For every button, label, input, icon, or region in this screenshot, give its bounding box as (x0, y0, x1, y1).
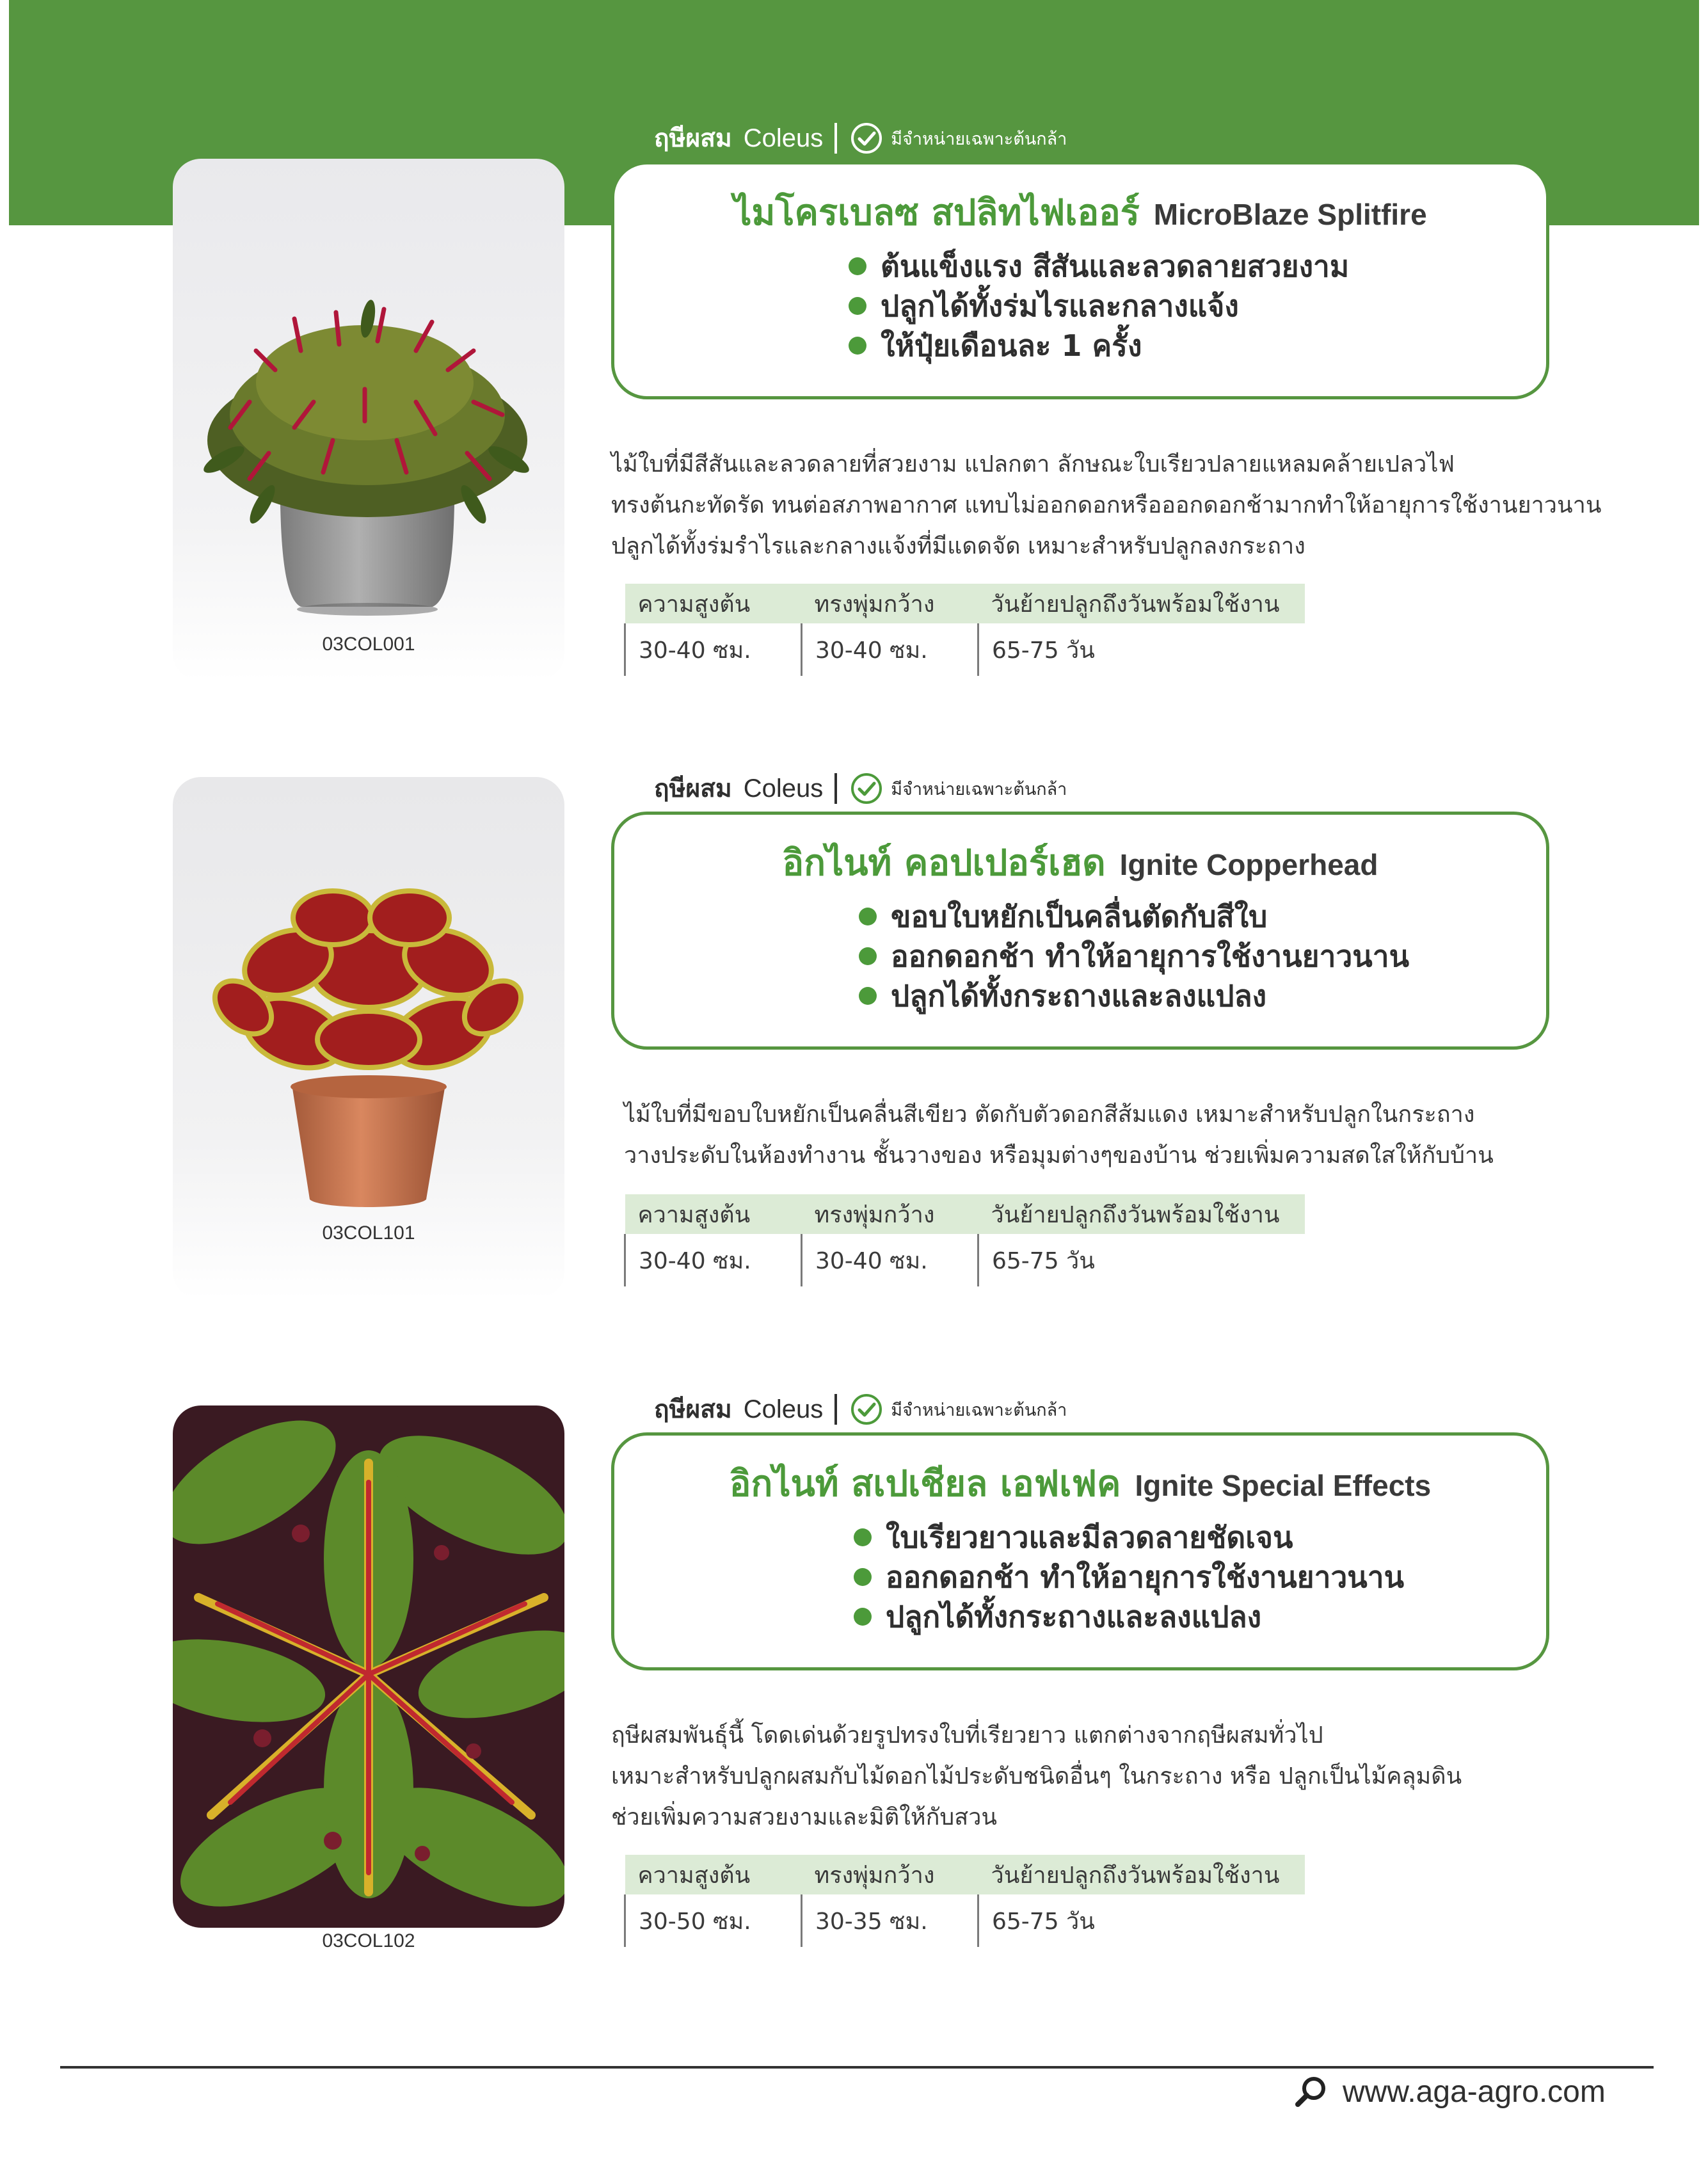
feature-item: ปลูกได้ทั้งกระถางและลงแปลง (854, 1597, 1708, 1637)
spec-header: ทรงพุ่มกว้าง (802, 584, 978, 623)
spec-header: ความสูงต้น (625, 1194, 802, 1234)
bullet-dot (859, 908, 877, 925)
spec-header: วันย้ายปลูกถึงวันพร้อมใช้งาน (978, 1855, 1305, 1894)
feature-item: ต้นแข็งแรง สีสันและลวดลายสวยงาม (849, 246, 1708, 286)
spec-header: วันย้ายปลูกถึงวันพร้อมใช้งาน (978, 584, 1305, 623)
feature-item: ปลูกได้ทั้งกระถางและลงแปลง (859, 976, 1708, 1016)
check-circle-icon (850, 772, 883, 805)
description-line: วางประดับในห้องทำงาน ชั้นวางของ หรือมุมต่างๆของบ้าน ช่วยเพิ่มความสดใสให้กับบ้าน (624, 1142, 1494, 1169)
feature-list (614, 897, 1708, 1016)
product-name-thai: อิกไนท์ คอปเปอร์เฮด (782, 842, 1106, 884)
feature-list (614, 1517, 1708, 1637)
feature-item: ให้ปุ๋ยเดือนละ 1 ครั้ง (849, 326, 1708, 365)
spec-table (624, 1855, 1305, 1947)
category-line (654, 1390, 1067, 1429)
divider (834, 773, 837, 804)
spec-value: 30-50 ซม. (625, 1894, 802, 1947)
spec-header-row (625, 1855, 1305, 1894)
product-description (611, 1715, 1462, 1838)
bullet-dot (849, 337, 866, 355)
check-circle-icon (850, 1393, 883, 1426)
spec-table (624, 584, 1305, 676)
website-link[interactable]: www.aga-agro.com (1343, 2074, 1606, 2109)
spec-value: 30-35 ซม. (802, 1894, 978, 1947)
category-thai: ฤษีผสม (654, 1395, 732, 1424)
feature-item: ใบเรียวยาวและมีลวดลายชัดเจน (854, 1517, 1708, 1557)
product-photo-ignite-special-effects (173, 1405, 564, 1928)
category-line (654, 119, 1067, 157)
description-line: ปลูกได้ทั้งร่มรำไรและกลางแจ้งที่มีแดดจัด เหมาะสำหรับปลูกลงกระถาง (611, 533, 1305, 559)
description-line: ทรงต้นกะทัดรัด ทนต่อสภาพอากาศ แทบไม่ออกดอกหรือออกดอกช้ามากทำให้อายุการใช้งานยาวนาน (611, 492, 1602, 518)
product-name-english: Ignite Special Effects (1135, 1469, 1432, 1502)
feature-item: ออกดอกช้า ทำให้อายุการใช้งานยาวนาน (859, 936, 1708, 976)
product-highlight-box (611, 1432, 1549, 1670)
spec-header: ความสูงต้น (625, 584, 802, 623)
spec-value-row (625, 1894, 1305, 1947)
spec-header: วันย้ายปลูกถึงวันพร้อมใช้งาน (978, 1194, 1305, 1234)
description-line: ไม้ใบที่มีสีสันและลวดลายที่สวยงาม แปลกตา ลักษณะใบเรียวปลายแหลมคล้ายเปลวไฟ (611, 451, 1455, 477)
spec-value: 30-40 ซม. (802, 1234, 978, 1286)
divider (834, 123, 837, 154)
spec-header-row (625, 584, 1305, 623)
bullet-dot (849, 257, 866, 275)
description-line: ฤษีผสมพันธุ์นี้ โดดเด่นด้วยรูปทรงใบที่เรียวยาว แตกต่างจากฤษีผสมทั่วไป (611, 1722, 1323, 1749)
description-line: เหมาะสำหรับปลูกผสมกับไม้ดอกไม้ประดับชนิดอื่นๆ ในกระถาง หรือ ปลูกเป็นไม้คลุมดิน (611, 1763, 1462, 1790)
product-name-english: Ignite Copperhead (1119, 848, 1378, 881)
product-title (614, 834, 1546, 891)
spec-header-row (625, 1194, 1305, 1234)
spec-header: ความสูงต้น (625, 1855, 802, 1894)
bullet-dot (854, 1608, 872, 1626)
category-thai: ฤษีผสม (654, 124, 732, 153)
feature-item: ขอบใบหยักเป็นคลื่นตัดกับสีใบ (859, 897, 1708, 936)
feature-list (614, 246, 1708, 365)
spec-value-row (625, 1234, 1305, 1286)
bullet-dot (859, 987, 877, 1005)
product-name-thai: ไมโครเบลซ สปลิทไฟเออร์ (733, 192, 1140, 234)
bullet-dot (859, 947, 877, 965)
spec-value: 30-40 ซม. (625, 623, 802, 676)
footer-divider (60, 2066, 1654, 2069)
spec-value: 65-75 วัน (978, 1894, 1305, 1947)
divider (834, 1394, 837, 1425)
availability-note: มีจำหน่ายเฉพาะต้นกล้า (891, 1400, 1067, 1420)
bullet-dot (854, 1528, 872, 1546)
product-code: 03COL101 (322, 1222, 415, 1244)
product-photo-ignite-copperhead (173, 777, 564, 1299)
spec-table (624, 1194, 1305, 1286)
check-circle-icon (850, 122, 883, 155)
category-english: Coleus (743, 124, 824, 152)
footer (1293, 2071, 1606, 2112)
category-english: Coleus (743, 774, 824, 803)
product-title (614, 184, 1546, 241)
product-code: 03COL001 (322, 634, 415, 655)
spec-value: 65-75 วัน (978, 1234, 1305, 1286)
product-description (624, 1094, 1494, 1176)
category-line (654, 769, 1067, 808)
bullet-dot (854, 1568, 872, 1586)
product-highlight-box (611, 812, 1549, 1050)
description-line: ไม้ใบที่มีขอบใบหยักเป็นคลื่นสีเขียว ตัดกับตัวดอกสีส้มแดง เหมาะสำหรับปลูกในกระถาง (624, 1101, 1475, 1128)
category-thai: ฤษีผสม (654, 774, 732, 803)
product-highlight-box (611, 161, 1549, 399)
spec-header: ทรงพุ่มกว้าง (802, 1194, 978, 1234)
product-description (611, 444, 1601, 567)
spec-value: 30-40 ซม. (802, 623, 978, 676)
availability-note: มีจำหน่ายเฉพาะต้นกล้า (891, 129, 1067, 149)
bullet-dot (849, 297, 866, 315)
availability-note: มีจำหน่ายเฉพาะต้นกล้า (891, 779, 1067, 799)
spec-value: 30-40 ซม. (625, 1234, 802, 1286)
feature-item: ออกดอกช้า ทำให้อายุการใช้งานยาวนาน (854, 1557, 1708, 1597)
category-english: Coleus (743, 1395, 824, 1423)
feature-item: ปลูกได้ทั้งร่มไรและกลางแจ้ง (849, 286, 1708, 326)
spec-value-row (625, 623, 1305, 676)
product-title (614, 1455, 1546, 1512)
product-code: 03COL102 (322, 1930, 415, 1951)
spec-value: 65-75 วัน (978, 623, 1305, 676)
description-line: ช่วยเพิ่มความสวยงามและมิติให้กับสวน (611, 1804, 998, 1830)
spec-header: ทรงพุ่มกว้าง (802, 1855, 978, 1894)
search-icon (1293, 2074, 1329, 2110)
product-photo-microblaze-splitfire (173, 159, 564, 681)
product-name-thai: อิกไนท์ สเปเชียล เอฟเฟค (729, 1463, 1121, 1505)
product-name-english: MicroBlaze Splitfire (1153, 198, 1427, 231)
